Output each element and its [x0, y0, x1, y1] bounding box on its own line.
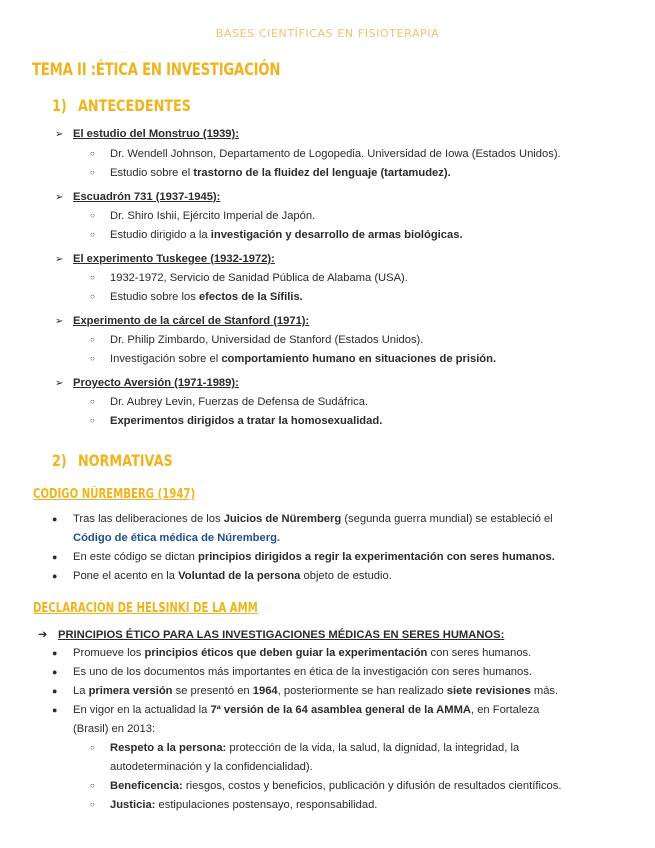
list-item: ○ Estudio dirigido a la investigación y desarrollo de armas biológicas.: [90, 229, 463, 241]
circle-bullet-icon: ○: [90, 230, 95, 239]
bullet-icon: ●: [52, 552, 58, 562]
circle-bullet-icon: ○: [90, 273, 95, 282]
circle-bullet-icon: ○: [90, 781, 95, 790]
section-title: NORMATIVAS: [77, 451, 173, 470]
bullet-icon: ●: [52, 648, 58, 658]
case-title: ➢ El experimento Tuskegee (1932-1972):: [55, 253, 275, 265]
list-item-continuation: [73, 532, 280, 544]
circle-bullet-icon: ○: [90, 743, 95, 752]
principle-item: ○ Beneficencia: riesgos, costos y beneficios, publicación y difusión de resultados científicos.: [90, 780, 562, 792]
circle-bullet-icon: ○: [90, 211, 95, 220]
bullet-icon: ●: [52, 667, 58, 677]
list-item: ○ Experimentos dirigidos a tratar la homosexualidad.: [90, 415, 383, 427]
case-title: ➢ El estudio del Monstruo (1939):: [55, 128, 239, 140]
subheading-helsinki: DECLARACIÓN DE HELSINKI DE LA AMM: [33, 601, 258, 616]
section-heading-normativas: [52, 451, 173, 470]
list-item: ○ Dr. Aubrey Levin, Fuerzas de Defensa de Sudáfrica.: [90, 396, 369, 408]
list-item: ● En este código se dictan principios dirigidos a regir la experimentación con seres humanos.: [52, 551, 555, 563]
theme-title: TEMA II :ÉTICA EN INVESTIGACIÓN: [32, 60, 281, 80]
circle-bullet-icon: ○: [90, 292, 95, 301]
list-item-continuation: (Brasil) en 2013:: [73, 723, 156, 735]
list-item: ○ Dr. Philip Zimbardo, Universidad de Stanford (Estados Unidos).: [90, 334, 424, 346]
bullet-icon: ●: [52, 686, 58, 696]
arrow-bullet-icon: ➢: [55, 192, 64, 203]
highlighted-term: Código de ética médica de Núremberg.: [73, 532, 281, 544]
section-number: 1): [52, 96, 67, 115]
running-header: BASES CIENTÍFICAS EN FISIOTERAPIA: [215, 27, 440, 40]
list-item: ○ Investigación sobre el comportamiento humano en situaciones de prisión.: [90, 353, 497, 365]
bullet-icon: ●: [52, 571, 58, 581]
circle-bullet-icon: ○: [90, 800, 95, 809]
list-item: ● Pone el acento en la Voluntad de la persona objeto de estudio.: [52, 570, 392, 582]
circle-bullet-icon: ○: [90, 397, 95, 406]
case-title: ➢ Escuadrón 731 (1937-1945):: [55, 191, 221, 203]
bullet-icon: ●: [52, 705, 58, 715]
list-item: ● Es uno de los documentos más importantes en ética de la investigación con seres humanos.: [52, 666, 532, 678]
arrow-right-icon: ➔: [38, 629, 48, 641]
principles-heading: ➔ PRINCIPIOS ÉTICO PARA LAS INVESTIGACIONES MÉDICAS EN SERES HUMANOS:: [38, 629, 505, 641]
list-item: ○ Estudio sobre el trastorno de la fluidez del lenguaje (tartamudez).: [90, 167, 451, 179]
arrow-bullet-icon: ➢: [55, 316, 64, 327]
list-item: ● Promueve los principios éticos que deben guiar la experimentación con seres humanos.: [52, 647, 532, 659]
section-title: ANTECEDENTES: [77, 96, 191, 115]
list-item: ● En vigor en la actualidad la 7ª versión de la 64 asamblea general de la AMMA, en Fortaleza: [52, 704, 540, 716]
principle-item: ○ Justicia: estipulaciones postensayo, responsabilidad.: [90, 799, 378, 811]
arrow-bullet-icon: ➢: [55, 378, 64, 389]
list-item: ○ Estudio sobre los efectos de la Sífilis.: [90, 291, 303, 303]
list-item: ● Tras las deliberaciones de los Juicios de Nüremberg (segunda guerra mundial) se estableció el: [52, 513, 553, 525]
circle-bullet-icon: ○: [90, 168, 95, 177]
circle-bullet-icon: ○: [90, 416, 95, 425]
arrow-bullet-icon: ➢: [55, 254, 64, 265]
section-number: 2): [52, 451, 67, 470]
principle-item-continuation: autodeterminación y la confidencialidad).: [110, 761, 313, 773]
case-title: ➢ Proyecto Aversión (1971-1989):: [55, 377, 239, 389]
list-item: ● La primera versión se presentó en 1964, posteriormente se han realizado siete revisiones más.: [52, 685, 559, 697]
bullet-icon: ●: [52, 514, 58, 524]
circle-bullet-icon: ○: [90, 354, 95, 363]
principle-item: ○ Respeto a la persona: protección de la vida, la salud, la dignidad, la integridad, la: [90, 742, 520, 754]
list-item: ○ Dr. Shiro Ishii, Ejército Imperial de Japón.: [90, 210, 316, 222]
subheading-nuremberg: CÓDIGO NÜREMBERG (1947): [33, 487, 196, 502]
circle-bullet-icon: ○: [90, 149, 95, 158]
case-title: ➢ Experimento de la cárcel de Stanford (1971):: [55, 315, 310, 327]
list-item: ○ Dr. Wendell Johnson, Departamento de Logopedia. Universidad de Iowa (Estados Unidos).: [90, 148, 561, 160]
arrow-bullet-icon: ➢: [55, 129, 64, 140]
circle-bullet-icon: ○: [90, 335, 95, 344]
list-item: ○ 1932-1972, Servicio de Sanidad Pública de Alabama (USA).: [90, 272, 408, 284]
section-heading-antecedentes: [52, 96, 191, 115]
